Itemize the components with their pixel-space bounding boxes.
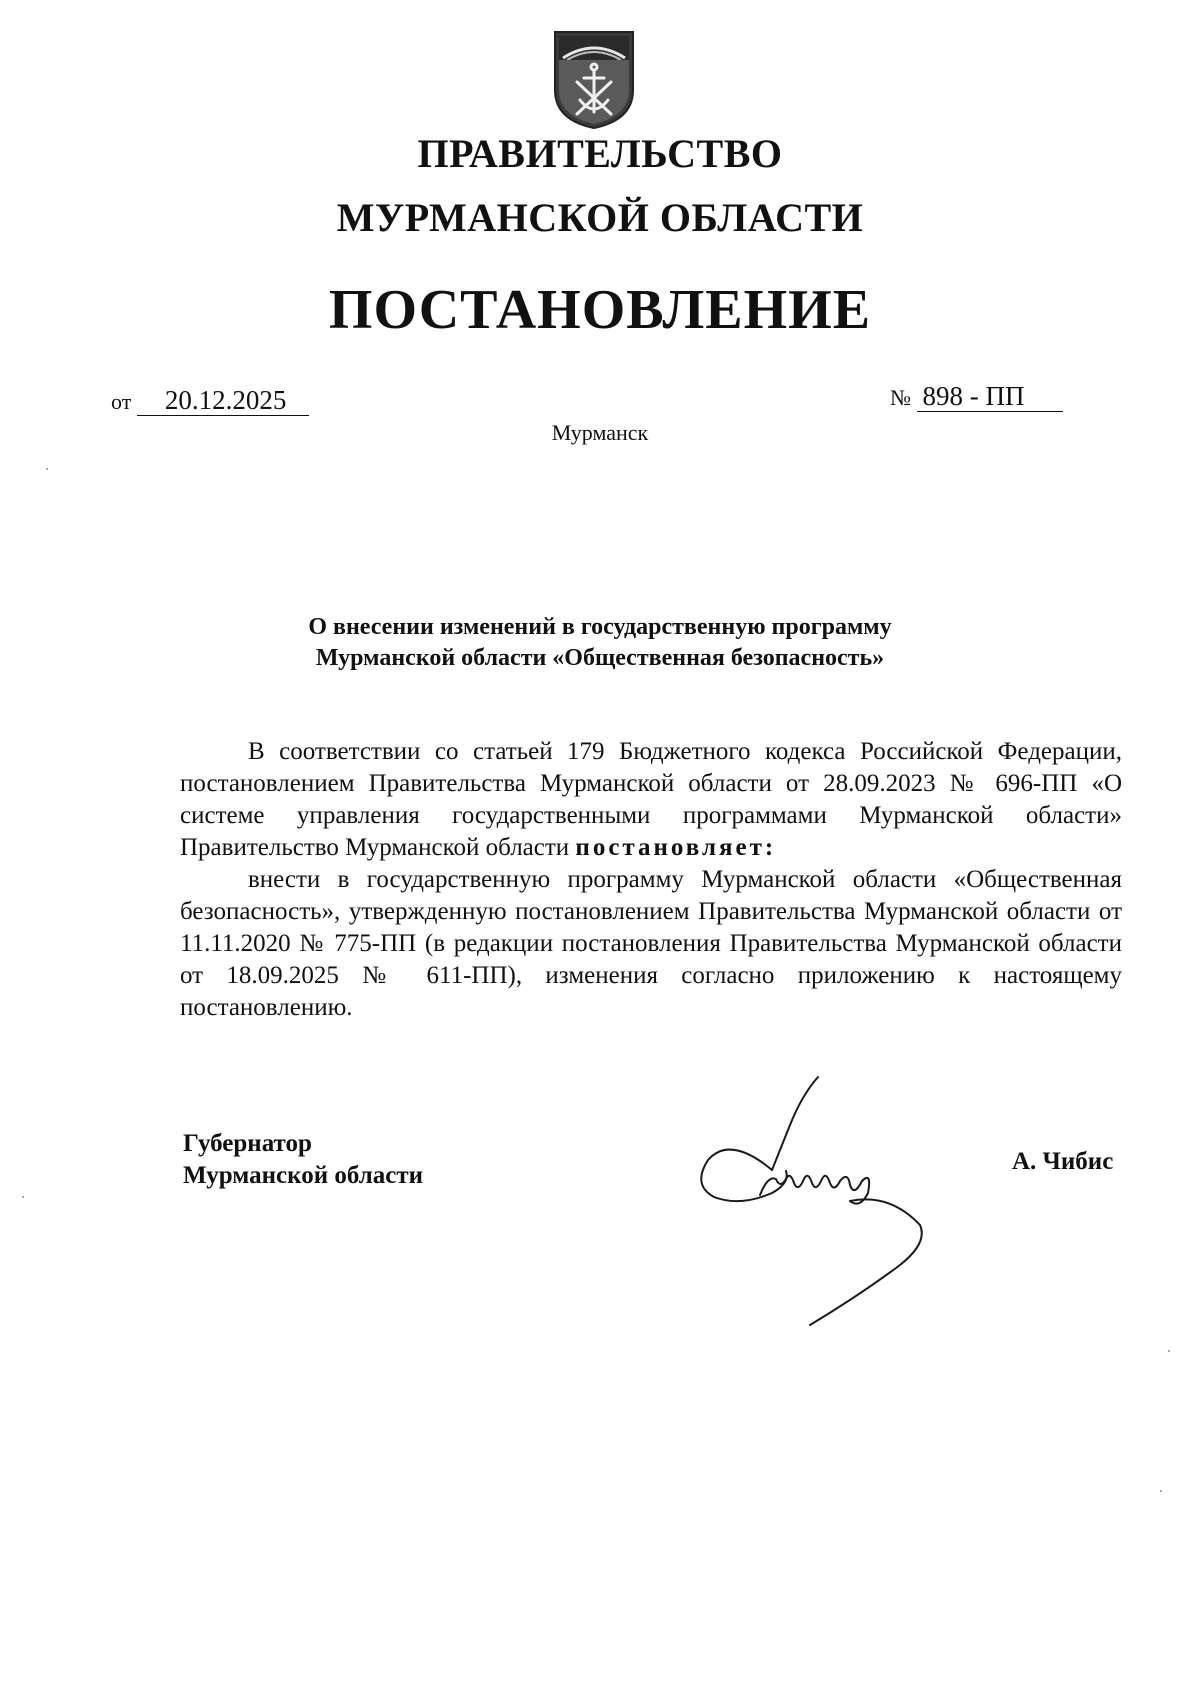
- document-type-title: ПОСТАНОВЛЕНИЕ: [328, 279, 872, 341]
- document-subject: [200, 612, 1000, 674]
- paragraph-1-text: В соответствии со статьей 179 Бюджетного кодекса Российской Федерации, постановлением Правительства Мурманской области от 28.09.2023 № 696-ПП «О системе управления государственными программами Мурманской области» Правительство Мурманской области: [180, 738, 1122, 861]
- signer-name: А. Чибис: [1012, 1148, 1114, 1175]
- resolution-keyword: постановляет:: [575, 834, 777, 861]
- scan-speck: [1168, 1350, 1170, 1352]
- number-prefix: №: [890, 385, 911, 410]
- signer-position-line1: Губернатор: [183, 1130, 312, 1157]
- document-body: [180, 736, 1122, 1024]
- organization-name-line2: МУРМАНСКОЙ ОБЛАСТИ: [336, 195, 864, 240]
- city-name: Мурманск: [551, 420, 649, 445]
- subject-line2: Мурманской области «Общественная безопасность»: [315, 645, 885, 671]
- date-prefix: от: [111, 389, 132, 414]
- coat-of-arms-icon: [553, 30, 635, 130]
- date-value: 20.12.2025: [137, 385, 309, 416]
- scan-speck: [22, 1196, 24, 1198]
- document-number: [890, 381, 1063, 412]
- scan-speck: [1160, 1490, 1162, 1492]
- body-paragraph-2: внести в государственную программу Мурманской области «Общественная безопасность», утвержденную постановлением Правительства Мурманской области от 11.11.2020 № 775-ПП (в редакции постановления Правительства Мурманской области от 18.09.2025 № 611-ПП), изменения согласно приложению к настоящему постановлению.: [180, 866, 1122, 1021]
- number-value: 898 - ПП: [917, 381, 1063, 412]
- signer-position: [183, 1128, 423, 1192]
- subject-line1: О внесении изменений в государственную программу: [308, 614, 892, 640]
- scan-speck: [46, 468, 48, 470]
- signer-position-line2: Мурманской области: [183, 1162, 424, 1189]
- document-date: [111, 385, 309, 416]
- handwritten-signature: [690, 1075, 950, 1335]
- organization-name-line1: ПРАВИТЕЛЬСТВО: [417, 131, 783, 176]
- body-paragraph-1: [180, 736, 1122, 864]
